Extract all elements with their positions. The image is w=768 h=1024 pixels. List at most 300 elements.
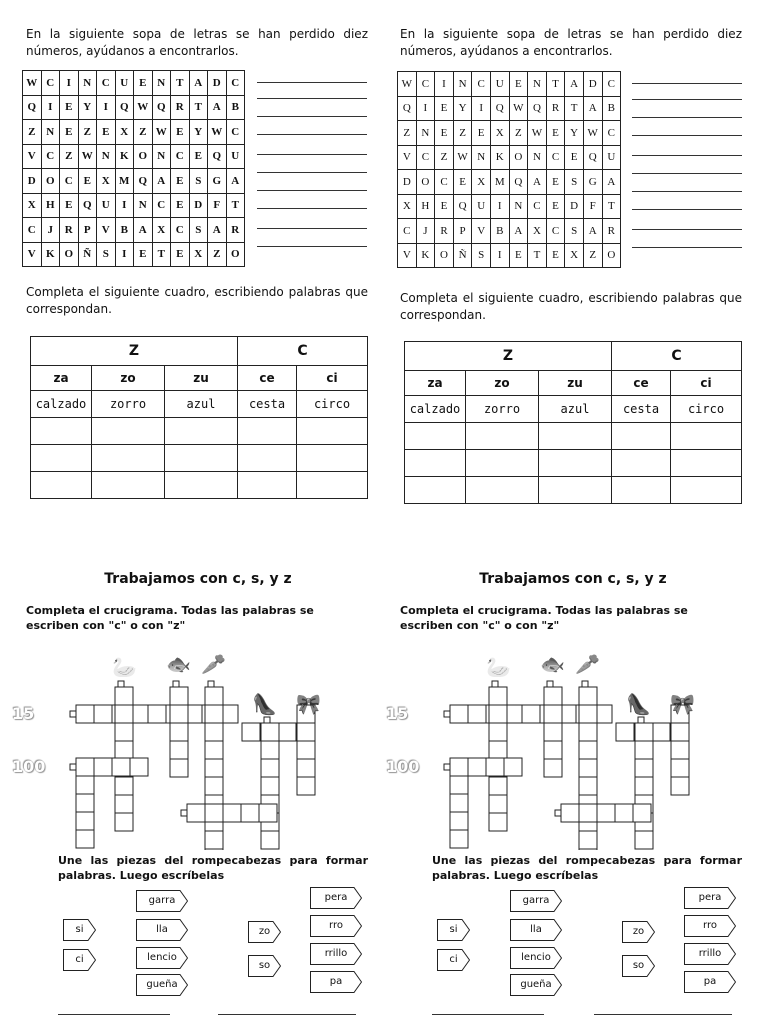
wordsearch-cell: W <box>208 120 227 145</box>
piece-end[interactable] <box>310 971 362 993</box>
wordsearch-cell: Y <box>565 121 584 146</box>
empty-cell[interactable] <box>612 477 671 504</box>
answer-line[interactable] <box>632 247 742 248</box>
wordsearch-cell: N <box>528 72 547 97</box>
crossword-cell[interactable] <box>635 759 653 777</box>
crossword-cell[interactable] <box>544 759 562 777</box>
empty-cell[interactable] <box>466 477 539 504</box>
wordsearch-cell: E <box>60 120 79 145</box>
empty-cell[interactable] <box>31 418 92 445</box>
crossword-cell[interactable] <box>205 741 223 759</box>
crossword-cell[interactable] <box>241 804 259 822</box>
crossword-cell[interactable] <box>579 723 597 741</box>
crossword-cell[interactable] <box>76 794 94 812</box>
answer-line[interactable] <box>632 99 742 100</box>
example-word: zorro <box>92 391 165 418</box>
crossword-cell[interactable] <box>94 758 112 776</box>
wordsearch-cell: Q <box>453 194 472 219</box>
crossword-cell[interactable] <box>450 705 468 723</box>
wordsearch-cell: I <box>115 242 134 267</box>
piece-label: ci <box>75 953 84 965</box>
crossword-cell[interactable] <box>76 705 94 723</box>
crossword-cell[interactable] <box>489 777 507 795</box>
answer-lines-left[interactable] <box>257 70 367 260</box>
crossword-cell[interactable] <box>297 723 315 741</box>
crossword-cell[interactable] <box>130 758 148 776</box>
empty-cell[interactable] <box>238 418 297 445</box>
piece-label: si <box>75 923 84 935</box>
empty-cell[interactable] <box>92 445 165 472</box>
answer-line-right-2[interactable] <box>594 1014 732 1015</box>
crossword-cell[interactable] <box>115 777 133 795</box>
answer-line[interactable] <box>632 229 742 230</box>
wordsearch-cell: B <box>490 219 509 244</box>
crossword-cell[interactable] <box>615 804 633 822</box>
answer-line[interactable] <box>257 190 367 191</box>
answer-line[interactable] <box>632 209 742 210</box>
crossword-cell[interactable] <box>94 705 112 723</box>
piece-label: lla <box>156 923 168 935</box>
crossword-cell[interactable] <box>579 804 597 822</box>
crossword-cell[interactable] <box>652 723 670 741</box>
crossword-cell[interactable] <box>671 777 689 795</box>
wordsearch-row <box>398 145 621 170</box>
piece-end[interactable] <box>684 971 736 993</box>
wordsearch-cell: T <box>528 243 547 268</box>
crossword-cell[interactable] <box>635 777 653 795</box>
syllable-header: ci <box>671 371 742 396</box>
crossword-cell[interactable] <box>544 741 562 759</box>
crossword-cell[interactable] <box>489 741 507 759</box>
crossword-cell[interactable] <box>170 741 188 759</box>
piece-end[interactable] <box>136 947 188 969</box>
answer-line[interactable] <box>257 228 367 229</box>
crossword-cell[interactable] <box>468 758 486 776</box>
wordsearch-cell: D <box>23 169 42 194</box>
empty-cell[interactable] <box>165 445 238 472</box>
wordsearch-row <box>23 95 245 120</box>
answer-line[interactable] <box>257 82 367 83</box>
crossword-cell[interactable] <box>544 687 562 705</box>
answer-line-left-1[interactable] <box>58 1014 170 1015</box>
crossword-cell[interactable] <box>205 705 223 723</box>
empty-cell[interactable] <box>238 472 297 499</box>
crossword-cell[interactable] <box>522 705 540 723</box>
wordsearch-cell: R <box>546 96 565 121</box>
wordsearch-cell: K <box>115 144 134 169</box>
answer-line[interactable] <box>257 154 367 155</box>
wordsearch-cell: J <box>41 218 60 243</box>
crossword-cell[interactable] <box>261 777 279 795</box>
piece-label: rro <box>703 919 717 931</box>
crossword-cell[interactable] <box>297 777 315 795</box>
crossword-cell[interactable] <box>115 687 133 705</box>
piece-label: zo <box>632 925 645 937</box>
wordsearch-cell: E <box>472 121 491 146</box>
wordsearch-cell: O <box>509 145 528 170</box>
answer-line-right-1[interactable] <box>432 1014 544 1015</box>
crossword-cell[interactable] <box>561 804 579 822</box>
empty-cell[interactable] <box>539 477 612 504</box>
wordsearch-cell: V <box>23 144 42 169</box>
wordsearch-cell: W <box>134 95 153 120</box>
wordsearch-cell: R <box>60 218 79 243</box>
piece-start[interactable] <box>63 919 96 941</box>
answer-line[interactable] <box>257 172 367 173</box>
wordsearch-cell: C <box>97 71 116 96</box>
syllable-header: zu <box>539 371 612 396</box>
answer-line[interactable] <box>632 117 742 118</box>
wordsearch-cell: Z <box>78 120 97 145</box>
example-word: calzado <box>31 391 92 418</box>
crossword-cell[interactable] <box>635 741 653 759</box>
crossword-cell[interactable] <box>205 849 223 850</box>
crossword-cell[interactable] <box>112 758 130 776</box>
crossword-grid-left[interactable] <box>30 650 370 850</box>
wordsearch-cell: X <box>97 169 116 194</box>
answer-line[interactable] <box>632 191 742 192</box>
crossword-cell[interactable] <box>205 831 223 849</box>
crossword-cell[interactable] <box>76 758 94 776</box>
crossword-cell[interactable] <box>579 687 597 705</box>
empty-cell[interactable] <box>539 423 612 450</box>
empty-cell[interactable] <box>297 418 368 445</box>
piece-end[interactable] <box>136 919 188 941</box>
wordsearch-cell: Z <box>208 242 227 267</box>
syllable-header: zu <box>165 366 238 391</box>
crossword-cell[interactable] <box>450 794 468 812</box>
crossword-cell[interactable] <box>261 741 279 759</box>
wordsearch-row <box>23 242 245 267</box>
piece-label: gueña <box>520 978 552 990</box>
crossword-cell[interactable] <box>450 830 468 848</box>
crossword-cell[interactable] <box>486 758 504 776</box>
wordsearch-cell: U <box>490 72 509 97</box>
wordsearch-cell: T <box>171 71 190 96</box>
wordsearch-cell: U <box>472 194 491 219</box>
crossword-cell[interactable] <box>261 723 279 741</box>
crossword-cell[interactable] <box>205 804 223 822</box>
wordsearch-cell: S <box>189 169 208 194</box>
wordsearch-cell: N <box>453 72 472 97</box>
answer-lines-right[interactable] <box>632 71 742 261</box>
answer-line[interactable] <box>632 155 742 156</box>
wordsearch-cell: E <box>546 170 565 195</box>
piece-label: si <box>449 923 458 935</box>
syllable-header: ce <box>238 366 297 391</box>
syllable-header: za <box>405 371 466 396</box>
crossword-cell[interactable] <box>489 705 507 723</box>
wordsearch-cell: J <box>416 219 435 244</box>
clue-marker <box>492 681 498 687</box>
clue-marker <box>264 717 270 723</box>
shoe-icon: 👠 <box>626 692 651 716</box>
wordsearch-cell: A <box>152 169 171 194</box>
crossword-cell[interactable] <box>579 831 597 849</box>
group-header-c: C <box>238 337 368 366</box>
clue-number-15: 15 <box>12 704 35 723</box>
piece-label: pera <box>698 891 722 903</box>
empty-cell[interactable] <box>466 423 539 450</box>
crossword-cell[interactable] <box>635 723 653 741</box>
crossword-cell[interactable] <box>297 759 315 777</box>
wordsearch-cell: W <box>152 120 171 145</box>
wordsearch-cell: Z <box>435 145 454 170</box>
crossword-cell[interactable] <box>223 804 241 822</box>
example-word: azul <box>539 396 612 423</box>
wordsearch-cell: X <box>152 218 171 243</box>
bow-icon: 🎀 <box>670 692 695 716</box>
piece-end[interactable] <box>136 890 188 912</box>
clue-marker <box>208 681 214 687</box>
wordsearch-cell: T <box>602 194 621 219</box>
empty-cell[interactable] <box>671 477 742 504</box>
wordsearch-cell: G <box>208 169 227 194</box>
crossword-grid-right[interactable] <box>404 650 744 850</box>
example-word: zorro <box>466 396 539 423</box>
crossword-cell[interactable] <box>297 741 315 759</box>
crossword-cell[interactable] <box>115 723 133 741</box>
crossword-cell[interactable] <box>489 723 507 741</box>
crossword-cell[interactable] <box>187 804 205 822</box>
crossword-cell[interactable] <box>671 741 689 759</box>
wordsearch-cell: I <box>472 96 491 121</box>
crossword-cell[interactable] <box>671 759 689 777</box>
example-word: calzado <box>405 396 466 423</box>
piece-label: rro <box>329 919 343 931</box>
answer-line[interactable] <box>257 98 367 99</box>
crossword-cell[interactable] <box>170 723 188 741</box>
wordsearch-cell: R <box>435 219 454 244</box>
empty-cell[interactable] <box>165 472 238 499</box>
crossword-instruction-right: Completa el crucigrama. Todas las palabras se escriben con "c" o con "z" <box>400 604 688 632</box>
empty-cell[interactable] <box>405 477 466 504</box>
wordsearch-cell: B <box>602 96 621 121</box>
wordsearch-cell: H <box>41 193 60 218</box>
wordsearch-cell: E <box>565 145 584 170</box>
clue-marker <box>118 681 124 687</box>
piece-end[interactable] <box>684 887 736 909</box>
piece-end[interactable] <box>310 943 362 965</box>
crossword-cell[interactable] <box>76 776 94 794</box>
crossword-cell[interactable] <box>205 759 223 777</box>
answer-line[interactable] <box>257 208 367 209</box>
wordsearch-cell: H <box>416 194 435 219</box>
crossword-cell[interactable] <box>489 813 507 831</box>
piece-start[interactable] <box>248 921 281 943</box>
crossword-cell[interactable] <box>115 795 133 813</box>
wordsearch-cell: D <box>208 71 227 96</box>
puzzle-instruction-left: Une las piezas del rompecabezas para formar palabras. Luego escríbelas <box>58 854 368 882</box>
empty-cell[interactable] <box>539 450 612 477</box>
answer-line[interactable] <box>632 83 742 84</box>
piece-start[interactable] <box>622 921 655 943</box>
crossword-cell[interactable] <box>205 687 223 705</box>
wordsearch-cell: A <box>565 72 584 97</box>
crossword-cell[interactable] <box>579 705 597 723</box>
wordsearch-row <box>398 121 621 146</box>
wordsearch-cell: O <box>416 170 435 195</box>
wordsearch-cell: C <box>41 144 60 169</box>
crossword-cell[interactable] <box>633 804 651 822</box>
piece-label: pera <box>324 891 348 903</box>
crossword-cell[interactable] <box>205 723 223 741</box>
crossword-cell[interactable] <box>148 705 166 723</box>
wordsearch-cell: O <box>60 242 79 267</box>
empty-cell[interactable] <box>405 450 466 477</box>
syllable-table-left[interactable] <box>30 336 368 499</box>
wordsearch-cell: N <box>152 144 171 169</box>
empty-cell[interactable] <box>612 450 671 477</box>
piece-end[interactable] <box>510 919 562 941</box>
empty-cell[interactable] <box>238 445 297 472</box>
answer-line-left-2[interactable] <box>218 1014 356 1015</box>
answer-line[interactable] <box>257 246 367 247</box>
clue-marker <box>173 681 179 687</box>
crossword-cell[interactable] <box>504 758 522 776</box>
crossword-cell[interactable] <box>115 741 133 759</box>
wordsearch-cell: O <box>435 243 454 268</box>
crossword-cell[interactable] <box>468 705 486 723</box>
answer-line[interactable] <box>632 135 742 136</box>
crossword-cell[interactable] <box>261 759 279 777</box>
crossword-cell[interactable] <box>616 723 634 741</box>
wordsearch-cell: E <box>435 121 454 146</box>
empty-cell[interactable] <box>466 450 539 477</box>
crossword-cell[interactable] <box>489 687 507 705</box>
wordsearch-cell: A <box>602 170 621 195</box>
crossword-cell[interactable] <box>115 705 133 723</box>
answer-line[interactable] <box>632 173 742 174</box>
wordsearch-cell: S <box>97 242 116 267</box>
wordsearch-cell: N <box>152 71 171 96</box>
crossword-cell[interactable] <box>450 758 468 776</box>
carrot-icon: 🥕 <box>575 652 600 676</box>
wordsearch-cell: U <box>97 193 116 218</box>
wordsearch-cell: I <box>490 243 509 268</box>
empty-cell[interactable] <box>92 418 165 445</box>
crossword-cell[interactable] <box>579 849 597 850</box>
empty-cell[interactable] <box>612 423 671 450</box>
wordsearch-cell: Q <box>583 145 602 170</box>
wordsearch-cell: N <box>416 121 435 146</box>
crossword-cell[interactable] <box>544 705 562 723</box>
crossword-cell[interactable] <box>261 831 279 849</box>
empty-cell[interactable] <box>31 472 92 499</box>
wordsearch-cell: S <box>565 170 584 195</box>
empty-cell[interactable] <box>671 450 742 477</box>
crossword-cell[interactable] <box>259 804 277 822</box>
crossword-cell[interactable] <box>450 812 468 830</box>
wordsearch-cell: K <box>41 242 60 267</box>
wordsearch-cell: Z <box>453 121 472 146</box>
crossword-cell[interactable] <box>671 723 689 741</box>
piece-label: garra <box>522 894 550 906</box>
empty-cell[interactable] <box>671 423 742 450</box>
piece-end[interactable] <box>510 947 562 969</box>
wordsearch-cell: I <box>435 72 454 97</box>
wordsearch-cell: I <box>97 95 116 120</box>
wordsearch-cell: W <box>509 96 528 121</box>
fish-icon: 🐟 <box>540 652 565 676</box>
wordsearch-cell: O <box>226 242 245 267</box>
piece-end[interactable] <box>684 943 736 965</box>
piece-label: pa <box>329 975 343 987</box>
crossword-cell[interactable] <box>635 831 653 849</box>
wordsearch-cell: N <box>509 194 528 219</box>
wordsearch-cell: Q <box>208 144 227 169</box>
piece-end[interactable] <box>510 890 562 912</box>
crossword-cell[interactable] <box>76 812 94 830</box>
group-header-z: Z <box>31 337 238 366</box>
wordsearch-cell: R <box>602 219 621 244</box>
wordsearch-cell: Z <box>509 121 528 146</box>
crossword-cell[interactable] <box>205 777 223 795</box>
crossword-cell[interactable] <box>170 687 188 705</box>
empty-cell[interactable] <box>297 472 368 499</box>
crossword-cell[interactable] <box>489 795 507 813</box>
wordsearch-cell: C <box>398 219 417 244</box>
crossword-cell[interactable] <box>579 759 597 777</box>
wordsearch-cell: Z <box>60 144 79 169</box>
empty-cell[interactable] <box>405 423 466 450</box>
wordsearch-cell: C <box>602 72 621 97</box>
wordsearch-row <box>398 243 621 268</box>
crossword-cell[interactable] <box>579 777 597 795</box>
piece-end[interactable] <box>310 915 362 937</box>
piece-start[interactable] <box>248 955 281 977</box>
piece-start[interactable] <box>437 949 470 971</box>
wordsearch-cell: E <box>60 95 79 120</box>
piece-label: lla <box>530 923 542 935</box>
wordsearch-row <box>23 120 245 145</box>
wordsearch-row <box>23 71 245 96</box>
crossword-cell[interactable] <box>76 830 94 848</box>
piece-end[interactable] <box>136 974 188 996</box>
empty-cell[interactable] <box>92 472 165 499</box>
syllable-table-right[interactable] <box>404 341 742 504</box>
crossword-cell[interactable] <box>544 723 562 741</box>
piece-end[interactable] <box>684 915 736 937</box>
crossword-cell[interactable] <box>242 723 260 741</box>
empty-cell[interactable] <box>297 445 368 472</box>
empty-cell[interactable] <box>31 445 92 472</box>
piece-start[interactable] <box>63 949 96 971</box>
crossword-cell[interactable] <box>170 759 188 777</box>
crossword-cell[interactable] <box>170 705 188 723</box>
wordsearch-cell: X <box>565 243 584 268</box>
syllable-header: zo <box>92 366 165 391</box>
answer-line[interactable] <box>257 116 367 117</box>
piece-start[interactable] <box>622 955 655 977</box>
wordsearch-cell: E <box>134 71 153 96</box>
wordsearch-cell: G <box>583 170 602 195</box>
piece-end[interactable] <box>310 887 362 909</box>
piece-label: so <box>258 959 271 971</box>
answer-line[interactable] <box>257 134 367 135</box>
crossword-cell[interactable] <box>115 813 133 831</box>
piece-start[interactable] <box>437 919 470 941</box>
crossword-cell[interactable] <box>450 776 468 794</box>
piece-end[interactable] <box>510 974 562 996</box>
crossword-cell[interactable] <box>579 741 597 759</box>
crossword-cell[interactable] <box>597 804 615 822</box>
piece-label: lencio <box>521 951 551 963</box>
wordsearch-cell: E <box>546 121 565 146</box>
crossword-cell[interactable] <box>278 723 296 741</box>
empty-cell[interactable] <box>165 418 238 445</box>
wordsearch-cell: Z <box>23 120 42 145</box>
